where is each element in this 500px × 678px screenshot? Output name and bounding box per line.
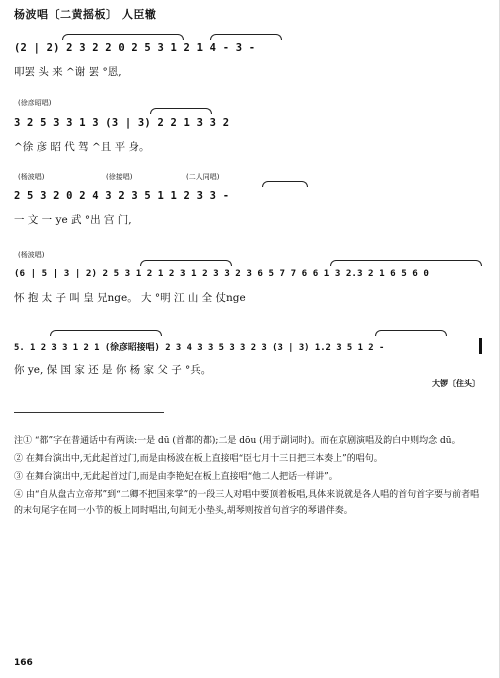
notation-line: 3 2 5 3 3 1 3 (3 | 3) 2 2 1 3 3 2 (14, 117, 230, 129)
slur (140, 260, 232, 266)
footnote: ③ 在舞台演出中,无此起首过门,而是由李艳妃在板上直接唱“他二人把话一样讲”。 (14, 472, 338, 482)
footnote-divider (14, 412, 164, 413)
page-number: 166 (14, 658, 33, 668)
footnote: ④ 由“自从盘古立帝邦”到“二卿不把国来掌”的一段三人对唱中要顶着板唱,具体来说就是各人唱的首句首字要与前者唱的末句尾字在同一小节的板上同时唱出,句间无小垫头,胡琴则按首句首字的琴谱伴奏。 (14, 490, 480, 516)
footnotes (14, 433, 484, 521)
notation-line: (2 | 2) 2 3 2 2 0 2 5 3 1 2 1 4 - 3 - (14, 42, 256, 54)
slur (330, 260, 482, 266)
notation-line: 2 5 3 2 0 2 4 3 2 3 5 1 1 2 3 3 - (14, 190, 230, 202)
slur (50, 330, 162, 336)
slur (62, 34, 184, 40)
footnote: ② 在舞台演出中,无此起首过门,而是由杨波在板上直接唱“臣七月十三日把三本奏上”的唱句。 (14, 454, 383, 464)
lyrics-line: 你 ye, 保 国 家 还 是 你 杨 家 父 子 °兵。 (14, 364, 212, 376)
lyrics-line: 叩罢 头 来 ^谢 罢 °恩, (14, 66, 122, 78)
lyrics-line: 一 文 一 ye 武 °出 宫 门, (14, 214, 132, 226)
role-label: (杨波唱) (18, 173, 45, 181)
page-title: 杨波唱〔二黄摇板〕 人臣辙 (14, 8, 157, 21)
lyrics-line: 怀 抱 太 子 叫 皇 兄nge。 大 °明 江 山 全 仗nge (14, 292, 246, 304)
role-label: (杨波唱) (18, 251, 45, 259)
slur (210, 34, 282, 40)
notation-line: (6 | 5 | 3 | 2) 2 5 3 1 2 1 2 3 1 2 3 3 2 3 6 5 7 7 6 6 1 3 2.3 2 1 6 5 6 0 (14, 268, 429, 279)
final-barline (479, 338, 482, 354)
slur (375, 330, 447, 336)
lyrics-line: ^徐 彦 昭 代 驾 ^且 平 身。 (14, 141, 150, 153)
slur (262, 181, 308, 187)
role-label: (徐接唱) (106, 173, 133, 181)
role-label: (徐彦昭唱) (18, 99, 52, 107)
role-label: (二人同唱) (186, 173, 220, 181)
footnote: 注① “都”字在普通话中有两读:一是 dū (首都的都);二是 dōu (用于副词时)。而在京剧演唱及韵白中则均念 dū。 (14, 436, 461, 446)
ending-mark: 大锣〔住头〕 (432, 379, 480, 388)
slur (150, 108, 212, 114)
notation-line: 5. 1 2 3 3 1 2 1 (徐彦昭接唱) 2 3 4 3 3 5 3 3 2 3 (3 | 3) 1.2 3 5 1 2 - (14, 343, 385, 353)
